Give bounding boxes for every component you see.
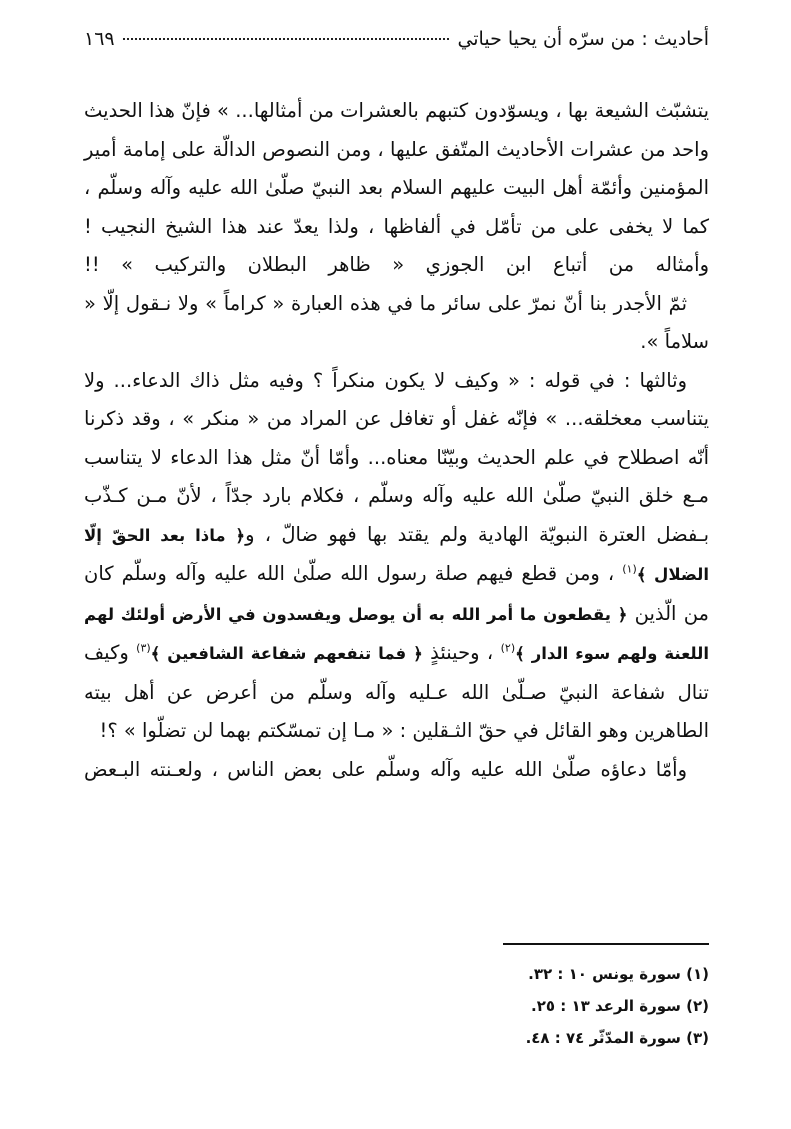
footnote-ref-2: (٢): [500, 641, 516, 655]
footnote-2: (٢) سورة الرعد ١٣ : ٢٥.: [531, 997, 709, 1015]
page-number: ١٦٩: [84, 28, 115, 50]
main-text: [84, 92, 709, 789]
paragraph-1: يتشبّث الشيعة بها ، ويسوّدون كتبهم بالعشرات من أمثالها... » فإنّ هذا الحديث واحد من عشرات الأحاديث المتّفق عليها ، ومن النصوص الدالّة على إمامة أمير المؤمنين وأئمّة أهل البيت عليهم السلام بعد النبيّ صلّىٰ الله عليه وآله وسلّم ، كما لا يخفى على من تأمّل في ألفاظها ، ولذا يعدّ عند هذا الشيخ النجيب ! وأمثاله من أتباع ابن الجوزي « ظاهر البطلان والتركيب » !!: [84, 99, 709, 276]
footnote-ref-1: (١): [622, 562, 637, 576]
paragraph-3: [84, 362, 709, 751]
header-title: أحاديث : من سرّه أن يحيا حياتي: [457, 28, 709, 50]
paragraph-4: وأمّا دعاؤه صلّىٰ الله عليه وآله وسلّم على بعض الناس ، ولعـنته البـعض: [84, 757, 687, 781]
footnote-3: (٣) سورة المدّثّر ٧٤ : ٤٨.: [525, 1029, 709, 1047]
quran-quote-1: ﴿ ماذا بعد الحقّ إلّا الضلال ﴾: [84, 525, 709, 584]
footnote-separator: [503, 943, 709, 945]
footnotes: [309, 958, 709, 1054]
dotted-leader: [123, 38, 450, 40]
quran-quote-3: ﴿ فما تنفعهم شفاعة الشافعين ﴾: [150, 644, 423, 663]
running-header: [84, 28, 709, 68]
paragraph-3-segment-2: ، ومن قطع فيهم صلة رسول الله صلّىٰ الله عليه وآله وسلّم كان من الّذين: [84, 562, 709, 625]
paragraph-3-segment-4: وكيف تنال شفاعة النبيّ صـلّىٰ الله عـليه وآله وسلّم من أعرض عن أهل بيته الطاهرين وهو القائل في حقّ الثـقلين : « مـا إن تمسّكتم بهما لن تضلّوا » ؟!: [84, 641, 709, 742]
footnote-1: (١) سورة يونس ١٠ : ٣٢.: [528, 965, 709, 983]
paragraph-3-segment-3: ، وحينئذٍ: [422, 641, 501, 664]
paragraph-2: ثمّ الأجدر بنا أنّ نمرّ على سائر ما في هذه العبارة « كراماً » ولا نـقول إلّا « سلاماً ».: [84, 291, 709, 353]
footnote-ref-3: (٣): [136, 641, 151, 655]
paragraph-3-segment-1: وثالثها : في قوله : « وكيف لا يكون منكراً ؟ وفيه مثل ذاك الدعاء... ولا يتناسب معخلقه... » فإنّه غفل أو تغافل عن المراد من « منكر » ، وقد ذكرنا أنّه اصطلاح في علم الحديث وبيّنّا معناه... وأمّا أنّ مثل هذا الدعاء لا يتناسب مـع خلق النبيّ صلّىٰ الله عليه وآله وسلّم ، فكلام بارد جدّاً ، لأنّ مـن كـذّب بـفضل العترة النبويّة الهادية ولم يقتد بها فهو ضالّ ، و: [84, 368, 709, 546]
quran-quote-2: ﴿ يقطعون ما أمر الله به أن يوصل ويفسدون في الأرض أولئك لهم اللعنة ولهم سوء الدار ﴾: [84, 604, 709, 663]
